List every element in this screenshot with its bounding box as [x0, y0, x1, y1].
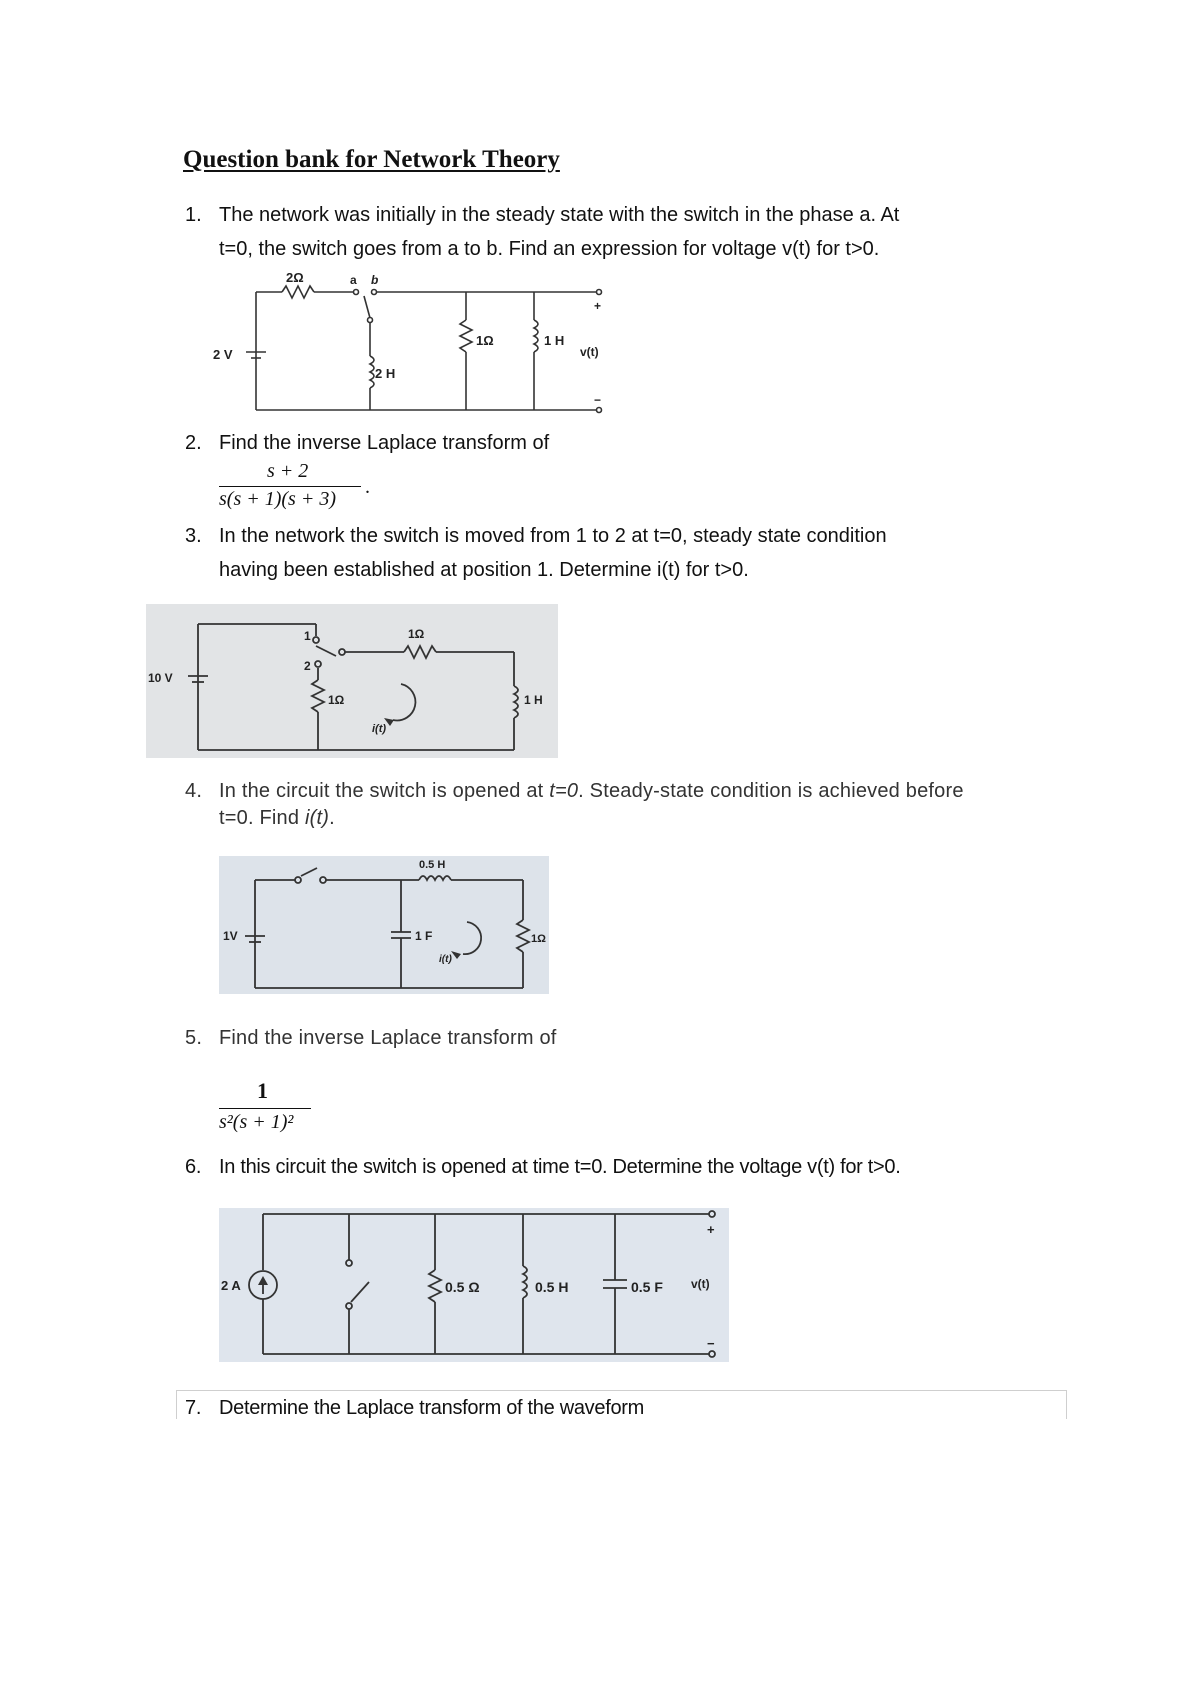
label-1ohm: 1Ω [476, 333, 494, 348]
question-1 [185, 198, 1119, 266]
label-05ohm: 0.5 Ω [445, 1279, 480, 1295]
circuit-diagram-4 [219, 856, 549, 994]
question-number: 6. [185, 1156, 202, 1178]
question-text: . [329, 807, 335, 829]
question-text-line: The network was initially in the steady state with the switch in the phase a. At [219, 204, 900, 226]
question-number: 5. [185, 1027, 203, 1049]
question-text-italic: t=0 [549, 780, 579, 802]
page-title: Question bank for Network Theory [183, 146, 560, 173]
formula-2 [219, 460, 379, 510]
label-1ohm-top: 1Ω [408, 627, 425, 641]
question-number: 2. [185, 432, 202, 454]
label-2h: 2 H [375, 366, 396, 381]
formula-denominator: s(s + 1)(s + 3) [219, 488, 336, 510]
question-5 [185, 1025, 1119, 1052]
question-number: 3. [185, 525, 202, 547]
question-text: t=0. Find [219, 807, 305, 829]
formula-numerator: s + 2 [267, 460, 309, 482]
question-number: 1. [185, 204, 202, 226]
label-it: i(t) [372, 723, 387, 735]
question-text-italic: i(t) [304, 807, 330, 829]
label-05h: 0.5 H [419, 859, 446, 871]
label-vt: v(t) [691, 1277, 710, 1291]
formula-numerator: 1 [257, 1078, 268, 1103]
question-text: . Steady-state condition is achieved before [578, 780, 964, 802]
label-2ohm: 2Ω [286, 270, 304, 285]
label-b: b [371, 273, 379, 287]
question-2 [185, 426, 1119, 460]
question-text-line: In the network the switch is moved from 1 to 2 at t=0, steady state condition [219, 525, 887, 547]
fraction-bar [219, 1108, 311, 1109]
label-minus: − [707, 1336, 715, 1351]
question-text-line: Find the inverse Laplace transform of [219, 1027, 557, 1049]
label-05h: 0.5 H [535, 1279, 569, 1295]
question-text-line: Determine the Laplace transform of the waveform [219, 1397, 644, 1419]
circuit-diagram-3 [146, 604, 558, 758]
question-text-line: t=0, the switch goes from a to b. Find an expression for voltage v(t) for t>0. [219, 238, 880, 260]
question-7 [185, 1391, 1059, 1425]
label-1ohm-left: 1Ω [328, 693, 345, 707]
question-number: 7. [185, 1397, 202, 1419]
question-text: In the circuit the switch is opened at [219, 780, 550, 802]
label-pos-1: 1 [304, 629, 311, 643]
question-6 [185, 1150, 1119, 1184]
label-minus: − [594, 393, 602, 407]
label-10v: 10 V [148, 671, 173, 685]
formula-tail: . [365, 476, 370, 498]
label-1v: 1V [223, 929, 238, 943]
fraction-bar [219, 486, 361, 487]
label-plus: + [594, 299, 602, 313]
question-text-line: Find the inverse Laplace transform of [219, 432, 550, 454]
formula-5 [219, 1078, 329, 1140]
circuit-diagram-6 [219, 1208, 729, 1362]
label-1f: 1 F [415, 929, 433, 943]
question-4 [185, 778, 1119, 832]
label-1h: 1 H [544, 333, 565, 348]
label-1h: 1 H [524, 693, 543, 707]
label-a: a [350, 273, 357, 287]
question-text-line: having been established at position 1. Determine i(t) for t>0. [219, 559, 749, 581]
label-vt: v(t) [580, 345, 599, 359]
label-05f: 0.5 F [631, 1279, 663, 1295]
label-plus: + [707, 1222, 715, 1237]
question-number: 4. [185, 780, 203, 802]
question-text-line: In this circuit the switch is opened at time t=0. Determine the voltage v(t) for t>0. [219, 1156, 901, 1178]
label-1ohm: 1Ω [531, 933, 546, 945]
label-it: i(t) [439, 954, 452, 965]
question-3 [185, 519, 1119, 587]
label-2a: 2 A [221, 1278, 241, 1293]
label-pos-2: 2 [304, 659, 311, 673]
formula-denominator: s²(s + 1)² [219, 1111, 294, 1133]
circuit-diagram-1 [212, 268, 608, 416]
label-2v: 2 V [213, 347, 233, 362]
